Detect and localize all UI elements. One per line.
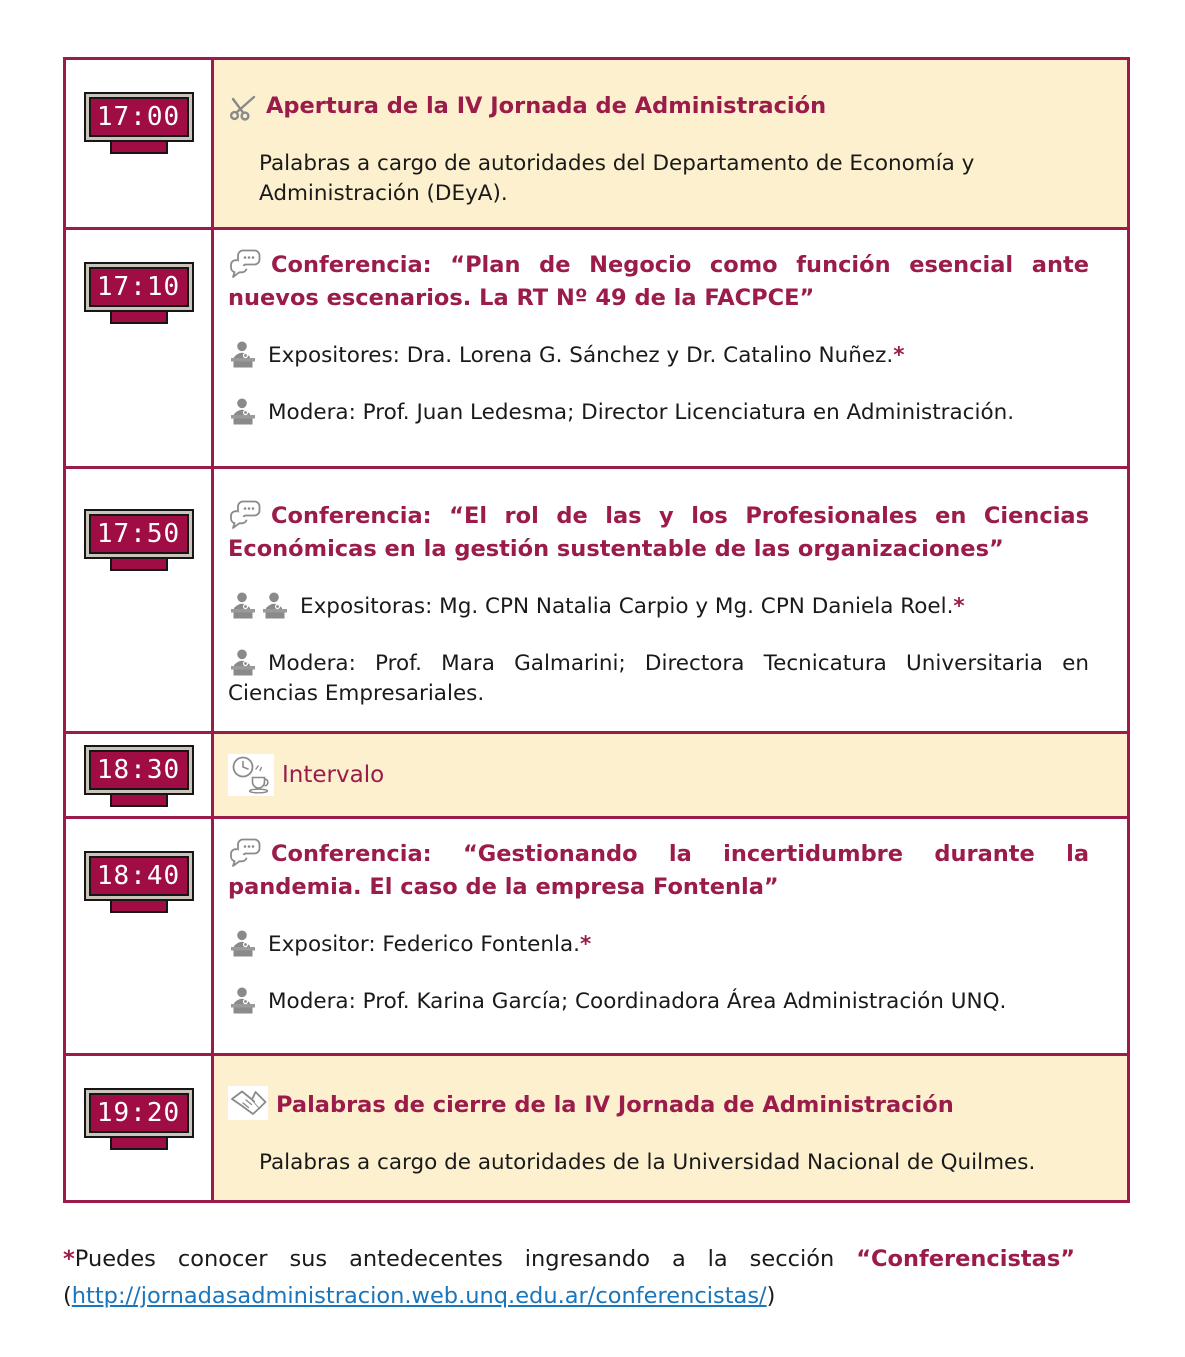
- time-label: 17:00: [96, 102, 181, 132]
- tv-screen: [89, 750, 189, 790]
- tv-frame: [84, 92, 194, 142]
- event-cell: [214, 469, 1127, 731]
- speaker-line: [228, 649, 1089, 709]
- chat-icon: [228, 837, 263, 871]
- footnote-highlight: “Conferencistas”: [856, 1246, 1075, 1272]
- event-cell: [214, 734, 1127, 816]
- event-title-text: Conferencia: “Plan de Negocio como función esencial ante nuevos escenarios. La RT Nº 49 de la FACPCE”: [228, 252, 1089, 311]
- conferencistas-link[interactable]: http://jornadasadministracion.web.unq.edu.ar/conferencistas/: [71, 1282, 767, 1309]
- person-icon: [228, 987, 260, 1017]
- event-title: [228, 1086, 1089, 1122]
- event-title: [228, 90, 1089, 123]
- time-badge: [84, 851, 194, 913]
- event-title-text: Apertura de la IV Jornada de Administración: [266, 93, 827, 119]
- tv-frame: [84, 509, 194, 559]
- speaker-line: Expositor: Federico Fontenla.*: [228, 930, 1089, 960]
- speaker-text: Modera: Prof. Mara Galmarini; Directora Tecnicatura Universitaria en Ciencias Empresariales.: [228, 651, 1089, 707]
- footnote: [63, 1243, 1075, 1312]
- person-icon: [228, 649, 260, 679]
- event-description: Palabras a cargo de autoridades de la Universidad Nacional de Quilmes.: [259, 1149, 1036, 1175]
- tv-stand: [110, 312, 168, 324]
- event-cell: [214, 1056, 1127, 1200]
- event-title: [228, 248, 1089, 314]
- time-label: 18:40: [96, 861, 181, 891]
- chat-icon: [228, 248, 263, 282]
- tv-screen: [89, 514, 189, 554]
- time-cell: [66, 60, 214, 227]
- people-icon: [228, 592, 292, 622]
- time-badge: [84, 1088, 194, 1150]
- time-badge: [84, 262, 194, 324]
- tv-screen: [89, 1093, 189, 1133]
- tv-frame: [84, 1088, 194, 1138]
- speaker-line: [228, 398, 1089, 428]
- person-icon: [228, 341, 260, 371]
- time-label: 19:20: [96, 1098, 181, 1128]
- person-icon: [228, 930, 260, 960]
- time-badge: [84, 509, 194, 571]
- speaker-text: Expositoras: Mg. CPN Natalia Carpio y Mg. CPN Daniela Roel.: [300, 594, 954, 620]
- paren-close: ): [766, 1282, 776, 1309]
- event-cell: [214, 230, 1127, 466]
- speaker-line: [228, 987, 1089, 1017]
- paren-open: (: [63, 1282, 72, 1309]
- handshake-icon: [228, 1086, 268, 1122]
- time-cell: [66, 1056, 214, 1200]
- time-label: 18:30: [96, 755, 181, 785]
- footnote-text: Puedes conocer sus antedecentes ingresando a la sección: [74, 1246, 857, 1272]
- event-title-text: Palabras de cierre de la IV Jornada de Administración: [276, 1092, 954, 1118]
- event-title: [228, 837, 1089, 903]
- speaker-text: Modera: Prof. Juan Ledesma; Director Licenciatura en Administración.: [268, 400, 1015, 426]
- time-label: 17:50: [96, 519, 181, 549]
- tv-screen: [89, 856, 189, 896]
- tv-stand: [110, 142, 168, 154]
- time-cell: [66, 230, 214, 466]
- speaker-text: Modera: Prof. Karina García; Coordinadora Área Administración UNQ.: [268, 989, 1007, 1015]
- footnote-line2: [63, 1280, 1075, 1313]
- schedule-table: [63, 57, 1130, 1203]
- footnote-line1: [63, 1243, 1075, 1276]
- event-title-text: Conferencia: “El rol de las y los Profesionales en Ciencias Económicas en la gestión sustentable de las organizaciones”: [228, 503, 1089, 562]
- footnote-star: *: [63, 1246, 75, 1272]
- schedule-row-1710: [66, 230, 1127, 469]
- speaker-text: Expositores: Dra. Lorena G. Sánchez y Dr. Catalino Nuñez.: [268, 343, 894, 369]
- time-label: 17:10: [96, 272, 181, 302]
- tv-stand: [110, 901, 168, 913]
- event-cell: [214, 819, 1127, 1053]
- schedule-row-1920: [66, 1056, 1127, 1200]
- schedule-row-1700: [66, 60, 1127, 230]
- tv-stand: [110, 795, 168, 807]
- tv-screen: [89, 97, 189, 137]
- time-badge: [84, 745, 194, 807]
- schedule-row-1830: [66, 734, 1127, 819]
- tv-frame: [84, 262, 194, 312]
- chat-icon: [228, 499, 263, 533]
- tv-screen: [89, 267, 189, 307]
- speaker-text: Expositor: Federico Fontenla.: [268, 932, 580, 958]
- footnote-mark: *: [893, 343, 905, 369]
- event-title-text: Conferencia: “Gestionando la incertidumbre durante la pandemia. El caso de la empresa Fontenla”: [228, 841, 1089, 900]
- event-description: Palabras a cargo de autoridades del Departamento de Economía y Administración (DEyA).: [259, 150, 975, 206]
- tv-frame: [84, 745, 194, 795]
- time-badge: [84, 92, 194, 154]
- coffee-break-icon: [228, 754, 274, 796]
- tv-stand: [110, 559, 168, 571]
- tv-stand: [110, 1138, 168, 1150]
- schedule-row-1750: [66, 469, 1127, 734]
- time-cell: [66, 734, 214, 816]
- event-cell: [214, 60, 1127, 227]
- scissors-icon: [228, 90, 258, 123]
- tv-frame: [84, 851, 194, 901]
- speaker-line: [228, 341, 1089, 371]
- event-title-text: Intervalo: [282, 762, 385, 788]
- time-cell: [66, 469, 214, 731]
- time-cell: [66, 819, 214, 1053]
- schedule-row-1840: [66, 819, 1127, 1056]
- person-icon: [228, 398, 260, 428]
- speaker-line: Expositoras: Mg. CPN Natalia Carpio y Mg. CPN Daniela Roel.*: [228, 592, 1089, 622]
- event-title: [228, 499, 1089, 565]
